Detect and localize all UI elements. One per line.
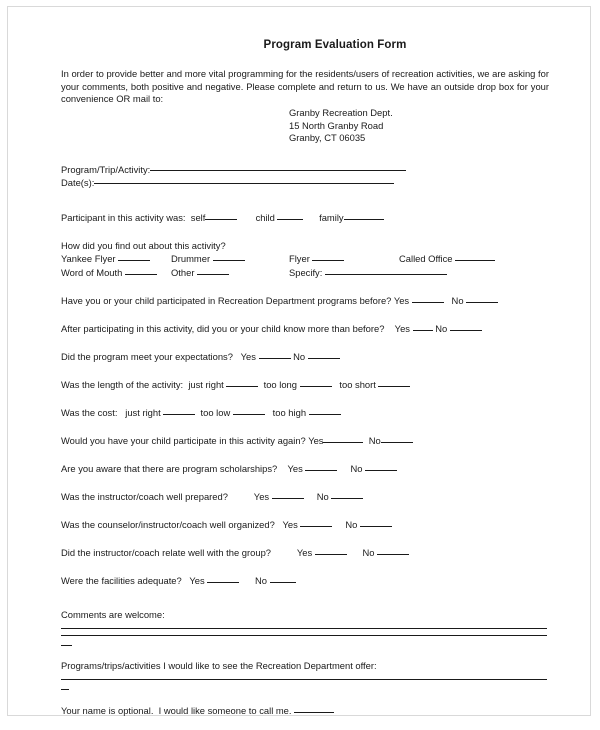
question-gap [444, 295, 452, 306]
document-content [61, 39, 549, 716]
cost-just-right-label: just right [125, 407, 164, 419]
find-out-heading: How did you find out about this activity? [61, 240, 226, 252]
address-line-3: Granby, CT 06035 [289, 132, 366, 144]
cost-too-high-blank[interactable] [309, 414, 341, 415]
question-no-blank[interactable] [331, 498, 363, 499]
question-row [61, 490, 549, 503]
question-yes-label: Yes [282, 519, 301, 531]
activity-fields [61, 163, 549, 189]
question-yes-label: Yes [296, 547, 315, 559]
question-yes-label: Yes [240, 351, 259, 363]
length-too-short-blank[interactable] [378, 386, 410, 387]
question-no-label: No [435, 323, 450, 335]
question-no-blank[interactable] [360, 526, 392, 527]
question-row [61, 574, 549, 587]
question-yes-blank[interactable] [259, 358, 291, 359]
question-yes-label: Yes [394, 323, 413, 335]
address-line-2: 15 North Granby Road [289, 119, 384, 131]
question-yes-blank[interactable] [315, 554, 347, 555]
cost-too-high-label: too high [272, 407, 309, 419]
question-gap [304, 491, 317, 502]
drummer-blank[interactable] [213, 260, 245, 261]
find-out-row-1 [61, 252, 549, 266]
length-too-long-blank[interactable] [300, 386, 332, 387]
question-yes-label: Yes [393, 295, 412, 307]
mailing-address [61, 107, 549, 145]
participant-row [61, 211, 549, 224]
question-no-blank[interactable] [377, 554, 409, 555]
closing-text: Your name is optional. I would like someone to call me. [61, 704, 295, 716]
question-yes-label: Yes [189, 575, 208, 587]
suggestions-line-2[interactable] [61, 689, 69, 690]
question-text: Are you aware that there are program scholarships? [61, 463, 288, 475]
question-text: Was the instructor/coach well prepared? [61, 491, 254, 503]
question-gap [239, 575, 255, 586]
specify-label: Specify: [289, 266, 325, 278]
dates-input[interactable] [94, 183, 394, 184]
comments-line-1[interactable] [61, 628, 547, 629]
question-row [61, 350, 549, 363]
question-yes-blank[interactable] [412, 302, 444, 303]
question-yes-label: Yes [308, 435, 324, 447]
comments-line-2[interactable] [61, 635, 547, 636]
suggestions-heading: Programs/trips/activities I would like to see the Recreation Department offer: [61, 659, 377, 671]
intro-paragraph: In order to provide better and more vital programming for the residents/users of recreation activities, we are asking for your comments, both positive and negative. Please complete and return to us. We have an outside drop box for your convenience OR mail to: [61, 68, 549, 105]
cost-too-low-label: too low [200, 407, 233, 419]
participant-prompt: Participant in this activity was: [61, 212, 186, 224]
question-yes-blank[interactable] [300, 526, 332, 527]
word-of-mouth-label: Word of Mouth [61, 266, 125, 278]
question-yes-label: Yes [253, 491, 272, 503]
called-office-label: Called Office [399, 253, 456, 265]
question-no-label: No [345, 519, 360, 531]
cost-question-row [61, 406, 549, 419]
question-no-blank[interactable] [381, 442, 413, 443]
participant-family-label: family [319, 212, 344, 224]
dates-field[interactable] [61, 176, 549, 189]
drummer-label: Drummer [171, 253, 213, 265]
question-no-blank[interactable] [308, 358, 340, 359]
cost-just-right-blank[interactable] [163, 414, 195, 415]
suggestions-line-1[interactable] [61, 679, 547, 680]
document-page [7, 6, 591, 716]
question-text: Did the instructor/coach relate well with the group? [61, 547, 297, 559]
question-no-blank[interactable] [450, 330, 482, 331]
flyer-label: Flyer [289, 253, 313, 265]
question-yes-blank[interactable] [413, 330, 433, 331]
question-row [61, 518, 549, 531]
yankee-flyer-label: Yankee Flyer [61, 253, 119, 265]
question-yes-blank[interactable] [305, 470, 337, 471]
question-text: Were the facilities adequate? [61, 575, 190, 587]
comments-line-3[interactable] [61, 645, 72, 646]
participant-self-blank[interactable] [205, 219, 237, 220]
find-out-row-2 [61, 266, 549, 280]
question-row [61, 546, 549, 559]
question-row [61, 434, 549, 447]
question-text: Would you have your child participate in this activity again? [61, 435, 309, 447]
question-no-label: No [316, 491, 332, 503]
address-line-1: Granby Recreation Dept. [289, 106, 393, 118]
question-gap [337, 463, 350, 474]
called-office-blank[interactable] [455, 260, 495, 261]
question-no-blank[interactable] [466, 302, 498, 303]
length-just-right-label: just right [188, 379, 227, 391]
length-question-row [61, 378, 549, 391]
specify-blank[interactable] [325, 274, 447, 275]
other-label: Other [171, 266, 198, 278]
question-no-label: No [254, 575, 270, 587]
question-yes-blank[interactable] [207, 582, 239, 583]
program-activity-input[interactable] [150, 170, 406, 171]
question-no-blank[interactable] [365, 470, 397, 471]
question-text: Did the program meet your expectations? [61, 351, 241, 363]
participant-child-blank[interactable] [277, 219, 303, 220]
comments-heading: Comments are welcome: [61, 609, 165, 621]
yankee-flyer-blank[interactable] [118, 260, 150, 261]
question-row [61, 294, 549, 307]
word-of-mouth-blank[interactable] [125, 274, 157, 275]
closing-row [61, 705, 549, 716]
question-text: Was the counselor/instructor/coach well organized? [61, 519, 283, 531]
question-gap [332, 519, 345, 530]
question-yes-blank[interactable] [323, 442, 363, 443]
question-no-label: No [350, 463, 366, 475]
other-blank[interactable] [197, 274, 229, 275]
call-me-blank[interactable] [294, 712, 334, 713]
cost-too-low-blank[interactable] [233, 414, 265, 415]
question-text: Have you or your child participated in Recreation Department programs before? [61, 295, 394, 307]
dates-label: Date(s): [61, 177, 95, 189]
question-no-label: No [368, 435, 381, 447]
question-row [61, 462, 549, 475]
participant-family-blank[interactable] [344, 219, 384, 220]
question-gap [347, 547, 363, 558]
question-no-label: No [451, 295, 467, 307]
question-no-label: No [293, 351, 308, 363]
page-title: Program Evaluation Form [263, 39, 407, 51]
question-yes-label: Yes [287, 463, 306, 475]
question-yes-blank[interactable] [272, 498, 304, 499]
question-text: After participating in this activity, did you or your child know more than before? [61, 323, 395, 335]
question-no-blank[interactable] [270, 582, 296, 583]
length-just-right-blank[interactable] [226, 386, 258, 387]
cost-question-text: Was the cost: [61, 407, 126, 419]
program-activity-label: Program/Trip/Activity: [61, 164, 151, 176]
participant-child-label: child [255, 212, 278, 224]
participant-self-label: self [190, 212, 206, 224]
length-too-long-label: too long [263, 379, 300, 391]
length-question-text: Was the length of the activity: [61, 379, 189, 391]
program-activity-field[interactable] [61, 163, 549, 176]
question-row [61, 322, 549, 335]
flyer-blank[interactable] [312, 260, 344, 261]
length-too-short-label: too short [339, 379, 379, 391]
question-no-label: No [362, 547, 378, 559]
